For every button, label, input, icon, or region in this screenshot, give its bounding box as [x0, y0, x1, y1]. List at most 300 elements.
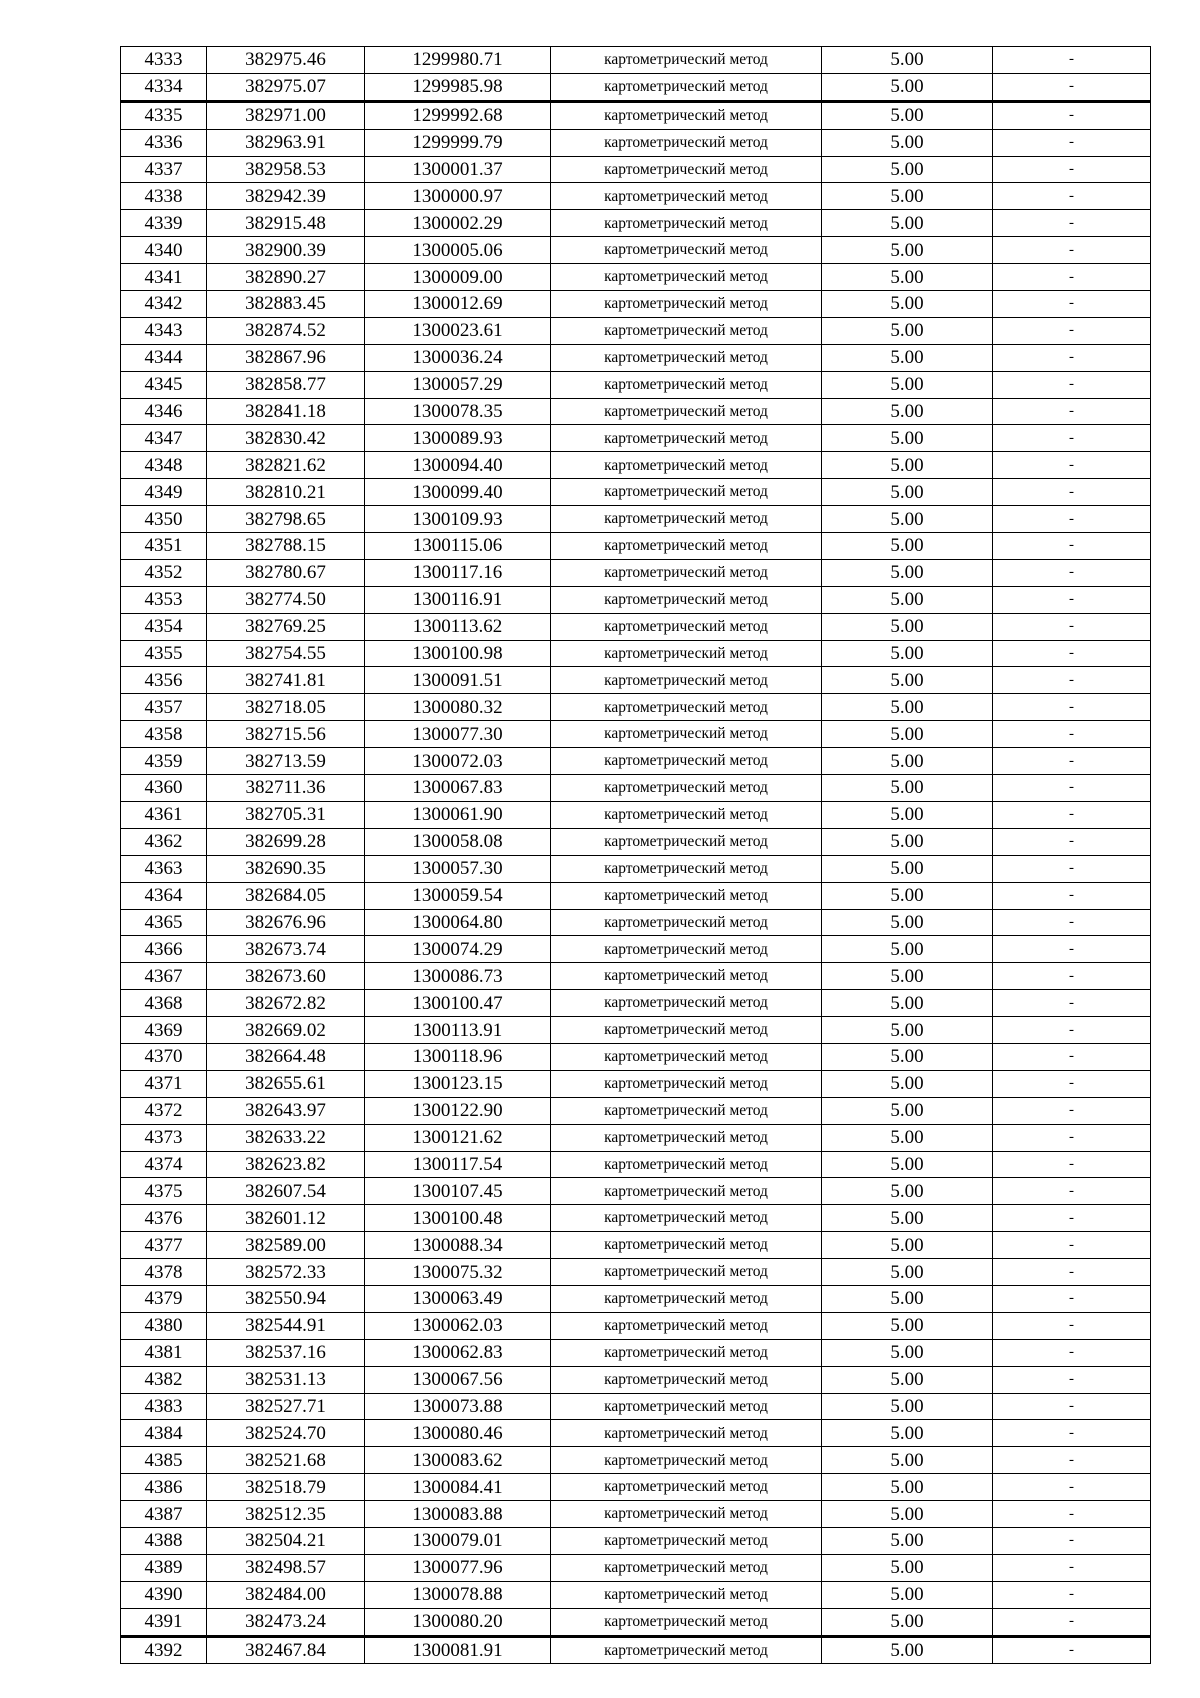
description-cell: -: [993, 47, 1151, 74]
description-cell: -: [993, 963, 1151, 990]
description-cell: -: [993, 640, 1151, 667]
method-cell: картометрический метод: [551, 210, 822, 237]
method-cell: картометрический метод: [551, 129, 822, 156]
description-cell: -: [993, 613, 1151, 640]
point-number-cell: 4351: [121, 533, 207, 560]
point-number-cell: 4370: [121, 1043, 207, 1070]
table-row: [121, 1124, 1151, 1151]
method-cell: картометрический метод: [551, 882, 822, 909]
y-coordinate-cell: 1300113.91: [365, 1017, 551, 1044]
point-number-cell: 4361: [121, 801, 207, 828]
table-row: [121, 1581, 1151, 1608]
description-cell: -: [993, 775, 1151, 802]
accuracy-cell: 5.00: [822, 156, 993, 183]
x-coordinate-cell: 382676.96: [207, 909, 365, 936]
y-coordinate-cell: 1299992.68: [365, 101, 551, 129]
method-cell: картометрический метод: [551, 47, 822, 74]
point-number-cell: 4349: [121, 479, 207, 506]
accuracy-cell: 5.00: [822, 317, 993, 344]
table-row: [121, 990, 1151, 1017]
method-cell: картометрический метод: [551, 1447, 822, 1474]
point-number-cell: 4347: [121, 425, 207, 452]
method-cell: картометрический метод: [551, 1366, 822, 1393]
table-body: [121, 47, 1151, 1664]
method-cell: картометрический метод: [551, 1017, 822, 1044]
table-row: [121, 1554, 1151, 1581]
description-cell: -: [993, 1259, 1151, 1286]
x-coordinate-cell: 382890.27: [207, 264, 365, 291]
y-coordinate-cell: 1300009.00: [365, 264, 551, 291]
y-coordinate-cell: 1300058.08: [365, 828, 551, 855]
description-cell: -: [993, 1474, 1151, 1501]
point-number-cell: 4337: [121, 156, 207, 183]
point-number-cell: 4373: [121, 1124, 207, 1151]
point-number-cell: 4356: [121, 667, 207, 694]
accuracy-cell: 5.00: [822, 1017, 993, 1044]
table-row: [121, 1501, 1151, 1528]
x-coordinate-cell: 382550.94: [207, 1285, 365, 1312]
y-coordinate-cell: 1300078.88: [365, 1581, 551, 1608]
description-cell: -: [993, 317, 1151, 344]
x-coordinate-cell: 382810.21: [207, 479, 365, 506]
accuracy-cell: 5.00: [822, 210, 993, 237]
table-row: [121, 1420, 1151, 1447]
point-number-cell: 4350: [121, 506, 207, 533]
description-cell: -: [993, 1312, 1151, 1339]
description-cell: -: [993, 828, 1151, 855]
point-number-cell: 4368: [121, 990, 207, 1017]
method-cell: картометрический метод: [551, 801, 822, 828]
point-number-cell: 4342: [121, 291, 207, 318]
description-cell: -: [993, 1366, 1151, 1393]
table-row: [121, 1259, 1151, 1286]
description-cell: -: [993, 882, 1151, 909]
x-coordinate-cell: 382715.56: [207, 721, 365, 748]
method-cell: картометрический метод: [551, 1339, 822, 1366]
accuracy-cell: 5.00: [822, 909, 993, 936]
y-coordinate-cell: 1300091.51: [365, 667, 551, 694]
point-number-cell: 4372: [121, 1097, 207, 1124]
y-coordinate-cell: 1300067.83: [365, 775, 551, 802]
coordinates-table: [120, 46, 1151, 1664]
x-coordinate-cell: 382673.60: [207, 963, 365, 990]
x-coordinate-cell: 382769.25: [207, 613, 365, 640]
point-number-cell: 4369: [121, 1017, 207, 1044]
table-row: [121, 1043, 1151, 1070]
x-coordinate-cell: 382958.53: [207, 156, 365, 183]
point-number-cell: 4359: [121, 748, 207, 775]
x-coordinate-cell: 382718.05: [207, 694, 365, 721]
point-number-cell: 4379: [121, 1285, 207, 1312]
description-cell: -: [993, 344, 1151, 371]
x-coordinate-cell: 382518.79: [207, 1474, 365, 1501]
x-coordinate-cell: 382900.39: [207, 237, 365, 264]
point-number-cell: 4346: [121, 398, 207, 425]
x-coordinate-cell: 382673.74: [207, 936, 365, 963]
table-row: [121, 1232, 1151, 1259]
table-row: [121, 1178, 1151, 1205]
accuracy-cell: 5.00: [822, 291, 993, 318]
accuracy-cell: 5.00: [822, 1232, 993, 1259]
description-cell: -: [993, 291, 1151, 318]
accuracy-cell: 5.00: [822, 936, 993, 963]
accuracy-cell: 5.00: [822, 1124, 993, 1151]
method-cell: картометрический метод: [551, 586, 822, 613]
method-cell: картометрический метод: [551, 452, 822, 479]
description-cell: -: [993, 801, 1151, 828]
accuracy-cell: 5.00: [822, 1581, 993, 1608]
y-coordinate-cell: 1300117.54: [365, 1151, 551, 1178]
point-number-cell: 4338: [121, 183, 207, 210]
point-number-cell: 4336: [121, 129, 207, 156]
accuracy-cell: 5.00: [822, 371, 993, 398]
y-coordinate-cell: 1300074.29: [365, 936, 551, 963]
table-row: [121, 344, 1151, 371]
table-row: [121, 963, 1151, 990]
x-coordinate-cell: 382883.45: [207, 291, 365, 318]
accuracy-cell: 5.00: [822, 828, 993, 855]
y-coordinate-cell: 1300057.29: [365, 371, 551, 398]
y-coordinate-cell: 1300123.15: [365, 1070, 551, 1097]
description-cell: -: [993, 1527, 1151, 1554]
x-coordinate-cell: 382975.07: [207, 73, 365, 101]
point-number-cell: 4376: [121, 1205, 207, 1232]
y-coordinate-cell: 1300116.91: [365, 586, 551, 613]
point-number-cell: 4339: [121, 210, 207, 237]
description-cell: -: [993, 183, 1151, 210]
y-coordinate-cell: 1300121.62: [365, 1124, 551, 1151]
table-row: [121, 640, 1151, 667]
description-cell: -: [993, 1017, 1151, 1044]
point-number-cell: 4375: [121, 1178, 207, 1205]
x-coordinate-cell: 382821.62: [207, 452, 365, 479]
method-cell: картометрический метод: [551, 1070, 822, 1097]
accuracy-cell: 5.00: [822, 264, 993, 291]
description-cell: -: [993, 129, 1151, 156]
description-cell: -: [993, 506, 1151, 533]
accuracy-cell: 5.00: [822, 990, 993, 1017]
point-number-cell: 4392: [121, 1636, 207, 1664]
accuracy-cell: 5.00: [822, 506, 993, 533]
accuracy-cell: 5.00: [822, 559, 993, 586]
y-coordinate-cell: 1300080.20: [365, 1608, 551, 1636]
accuracy-cell: 5.00: [822, 344, 993, 371]
y-coordinate-cell: 1300083.88: [365, 1501, 551, 1528]
method-cell: картометрический метод: [551, 1178, 822, 1205]
point-number-cell: 4354: [121, 613, 207, 640]
table-row: [121, 1097, 1151, 1124]
accuracy-cell: 5.00: [822, 963, 993, 990]
description-cell: -: [993, 425, 1151, 452]
point-number-cell: 4348: [121, 452, 207, 479]
point-number-cell: 4391: [121, 1608, 207, 1636]
description-cell: -: [993, 559, 1151, 586]
method-cell: картометрический метод: [551, 936, 822, 963]
table-row: [121, 1474, 1151, 1501]
y-coordinate-cell: 1300062.83: [365, 1339, 551, 1366]
table-row: [121, 1339, 1151, 1366]
method-cell: картометрический метод: [551, 1608, 822, 1636]
description-cell: -: [993, 1124, 1151, 1151]
description-cell: -: [993, 1151, 1151, 1178]
table-row: [121, 1636, 1151, 1664]
method-cell: картометрический метод: [551, 506, 822, 533]
table-row: [121, 1393, 1151, 1420]
description-cell: -: [993, 1501, 1151, 1528]
point-number-cell: 4343: [121, 317, 207, 344]
table-row: [121, 1608, 1151, 1636]
accuracy-cell: 5.00: [822, 1636, 993, 1664]
y-coordinate-cell: 1300117.16: [365, 559, 551, 586]
method-cell: картометрический метод: [551, 398, 822, 425]
x-coordinate-cell: 382684.05: [207, 882, 365, 909]
table-row: [121, 237, 1151, 264]
method-cell: картометрический метод: [551, 721, 822, 748]
table-row: [121, 264, 1151, 291]
x-coordinate-cell: 382690.35: [207, 855, 365, 882]
accuracy-cell: 5.00: [822, 1285, 993, 1312]
x-coordinate-cell: 382867.96: [207, 344, 365, 371]
table-row: [121, 1447, 1151, 1474]
x-coordinate-cell: 382711.36: [207, 775, 365, 802]
table-row: [121, 506, 1151, 533]
method-cell: картометрический метод: [551, 1636, 822, 1664]
y-coordinate-cell: 1300086.73: [365, 963, 551, 990]
accuracy-cell: 5.00: [822, 129, 993, 156]
accuracy-cell: 5.00: [822, 183, 993, 210]
accuracy-cell: 5.00: [822, 1393, 993, 1420]
table-row: [121, 210, 1151, 237]
x-coordinate-cell: 382975.46: [207, 47, 365, 74]
x-coordinate-cell: 382963.91: [207, 129, 365, 156]
accuracy-cell: 5.00: [822, 425, 993, 452]
y-coordinate-cell: 1300001.37: [365, 156, 551, 183]
description-cell: -: [993, 1636, 1151, 1664]
point-number-cell: 4384: [121, 1420, 207, 1447]
x-coordinate-cell: 382798.65: [207, 506, 365, 533]
accuracy-cell: 5.00: [822, 667, 993, 694]
description-cell: -: [993, 452, 1151, 479]
x-coordinate-cell: 382512.35: [207, 1501, 365, 1528]
x-coordinate-cell: 382841.18: [207, 398, 365, 425]
x-coordinate-cell: 382780.67: [207, 559, 365, 586]
accuracy-cell: 5.00: [822, 1501, 993, 1528]
y-coordinate-cell: 1300077.30: [365, 721, 551, 748]
x-coordinate-cell: 382713.59: [207, 748, 365, 775]
y-coordinate-cell: 1300036.24: [365, 344, 551, 371]
y-coordinate-cell: 1300023.61: [365, 317, 551, 344]
x-coordinate-cell: 382971.00: [207, 101, 365, 129]
x-coordinate-cell: 382467.84: [207, 1636, 365, 1664]
method-cell: картометрический метод: [551, 909, 822, 936]
table-row: [121, 1285, 1151, 1312]
description-cell: -: [993, 1447, 1151, 1474]
table-row: [121, 425, 1151, 452]
x-coordinate-cell: 382942.39: [207, 183, 365, 210]
y-coordinate-cell: 1300057.30: [365, 855, 551, 882]
method-cell: картометрический метод: [551, 990, 822, 1017]
y-coordinate-cell: 1300081.91: [365, 1636, 551, 1664]
method-cell: картометрический метод: [551, 1312, 822, 1339]
table-row: [121, 1527, 1151, 1554]
point-number-cell: 4364: [121, 882, 207, 909]
accuracy-cell: 5.00: [822, 586, 993, 613]
table-row: [121, 291, 1151, 318]
x-coordinate-cell: 382484.00: [207, 1581, 365, 1608]
description-cell: -: [993, 398, 1151, 425]
accuracy-cell: 5.00: [822, 1447, 993, 1474]
description-cell: -: [993, 264, 1151, 291]
x-coordinate-cell: 382544.91: [207, 1312, 365, 1339]
accuracy-cell: 5.00: [822, 1474, 993, 1501]
description-cell: -: [993, 1608, 1151, 1636]
y-coordinate-cell: 1300094.40: [365, 452, 551, 479]
description-cell: -: [993, 1178, 1151, 1205]
description-cell: -: [993, 909, 1151, 936]
accuracy-cell: 5.00: [822, 1608, 993, 1636]
point-number-cell: 4333: [121, 47, 207, 74]
x-coordinate-cell: 382623.82: [207, 1151, 365, 1178]
point-number-cell: 4341: [121, 264, 207, 291]
method-cell: картометрический метод: [551, 1124, 822, 1151]
description-cell: -: [993, 990, 1151, 1017]
accuracy-cell: 5.00: [822, 47, 993, 74]
accuracy-cell: 5.00: [822, 101, 993, 129]
y-coordinate-cell: 1300077.96: [365, 1554, 551, 1581]
x-coordinate-cell: 382774.50: [207, 586, 365, 613]
y-coordinate-cell: 1300059.54: [365, 882, 551, 909]
y-coordinate-cell: 1300005.06: [365, 237, 551, 264]
method-cell: картометрический метод: [551, 183, 822, 210]
table-row: [121, 371, 1151, 398]
y-coordinate-cell: 1299985.98: [365, 73, 551, 101]
point-number-cell: 4345: [121, 371, 207, 398]
method-cell: картометрический метод: [551, 1043, 822, 1070]
point-number-cell: 4378: [121, 1259, 207, 1286]
method-cell: картометрический метод: [551, 1232, 822, 1259]
description-cell: -: [993, 1232, 1151, 1259]
x-coordinate-cell: 382672.82: [207, 990, 365, 1017]
method-cell: картометрический метод: [551, 73, 822, 101]
y-coordinate-cell: 1300083.62: [365, 1447, 551, 1474]
method-cell: картометрический метод: [551, 855, 822, 882]
method-cell: картометрический метод: [551, 640, 822, 667]
x-coordinate-cell: 382705.31: [207, 801, 365, 828]
point-number-cell: 4386: [121, 1474, 207, 1501]
accuracy-cell: 5.00: [822, 452, 993, 479]
x-coordinate-cell: 382643.97: [207, 1097, 365, 1124]
point-number-cell: 4355: [121, 640, 207, 667]
y-coordinate-cell: 1300100.98: [365, 640, 551, 667]
method-cell: картометрический метод: [551, 1259, 822, 1286]
table-row: [121, 533, 1151, 560]
y-coordinate-cell: 1300118.96: [365, 1043, 551, 1070]
accuracy-cell: 5.00: [822, 882, 993, 909]
description-cell: -: [993, 73, 1151, 101]
y-coordinate-cell: 1300002.29: [365, 210, 551, 237]
accuracy-cell: 5.00: [822, 1554, 993, 1581]
point-number-cell: 4380: [121, 1312, 207, 1339]
accuracy-cell: 5.00: [822, 801, 993, 828]
method-cell: картометрический метод: [551, 559, 822, 586]
y-coordinate-cell: 1300000.97: [365, 183, 551, 210]
table-row: [121, 47, 1151, 74]
accuracy-cell: 5.00: [822, 1151, 993, 1178]
method-cell: картометрический метод: [551, 1097, 822, 1124]
method-cell: картометрический метод: [551, 344, 822, 371]
accuracy-cell: 5.00: [822, 1527, 993, 1554]
table-row: [121, 936, 1151, 963]
y-coordinate-cell: 1300063.49: [365, 1285, 551, 1312]
method-cell: картометрический метод: [551, 748, 822, 775]
accuracy-cell: 5.00: [822, 613, 993, 640]
accuracy-cell: 5.00: [822, 533, 993, 560]
point-number-cell: 4381: [121, 1339, 207, 1366]
x-coordinate-cell: 382589.00: [207, 1232, 365, 1259]
point-number-cell: 4344: [121, 344, 207, 371]
point-number-cell: 4382: [121, 1366, 207, 1393]
accuracy-cell: 5.00: [822, 1205, 993, 1232]
table-row: [121, 101, 1151, 129]
method-cell: картометрический метод: [551, 1527, 822, 1554]
y-coordinate-cell: 1300062.03: [365, 1312, 551, 1339]
x-coordinate-cell: 382858.77: [207, 371, 365, 398]
y-coordinate-cell: 1300088.34: [365, 1232, 551, 1259]
y-coordinate-cell: 1300075.32: [365, 1259, 551, 1286]
description-cell: -: [993, 210, 1151, 237]
table-row: [121, 1070, 1151, 1097]
accuracy-cell: 5.00: [822, 694, 993, 721]
table-row: [121, 129, 1151, 156]
x-coordinate-cell: 382655.61: [207, 1070, 365, 1097]
point-number-cell: 4383: [121, 1393, 207, 1420]
accuracy-cell: 5.00: [822, 855, 993, 882]
y-coordinate-cell: 1300073.88: [365, 1393, 551, 1420]
accuracy-cell: 5.00: [822, 1043, 993, 1070]
y-coordinate-cell: 1300067.56: [365, 1366, 551, 1393]
description-cell: -: [993, 721, 1151, 748]
method-cell: картометрический метод: [551, 667, 822, 694]
x-coordinate-cell: 382521.68: [207, 1447, 365, 1474]
method-cell: картометрический метод: [551, 694, 822, 721]
table-row: [121, 828, 1151, 855]
method-cell: картометрический метод: [551, 775, 822, 802]
y-coordinate-cell: 1300099.40: [365, 479, 551, 506]
description-cell: -: [993, 936, 1151, 963]
point-number-cell: 4352: [121, 559, 207, 586]
table-row: [121, 317, 1151, 344]
point-number-cell: 4385: [121, 1447, 207, 1474]
y-coordinate-cell: 1300072.03: [365, 748, 551, 775]
accuracy-cell: 5.00: [822, 775, 993, 802]
table-row: [121, 1017, 1151, 1044]
table-row: [121, 909, 1151, 936]
description-cell: -: [993, 1285, 1151, 1312]
description-cell: -: [993, 1554, 1151, 1581]
description-cell: -: [993, 1339, 1151, 1366]
table-row: [121, 721, 1151, 748]
accuracy-cell: 5.00: [822, 1097, 993, 1124]
description-cell: -: [993, 1393, 1151, 1420]
x-coordinate-cell: 382498.57: [207, 1554, 365, 1581]
x-coordinate-cell: 382601.12: [207, 1205, 365, 1232]
y-coordinate-cell: 1300109.93: [365, 506, 551, 533]
point-number-cell: 4334: [121, 73, 207, 101]
accuracy-cell: 5.00: [822, 1070, 993, 1097]
accuracy-cell: 5.00: [822, 73, 993, 101]
y-coordinate-cell: 1300100.48: [365, 1205, 551, 1232]
point-number-cell: 4358: [121, 721, 207, 748]
